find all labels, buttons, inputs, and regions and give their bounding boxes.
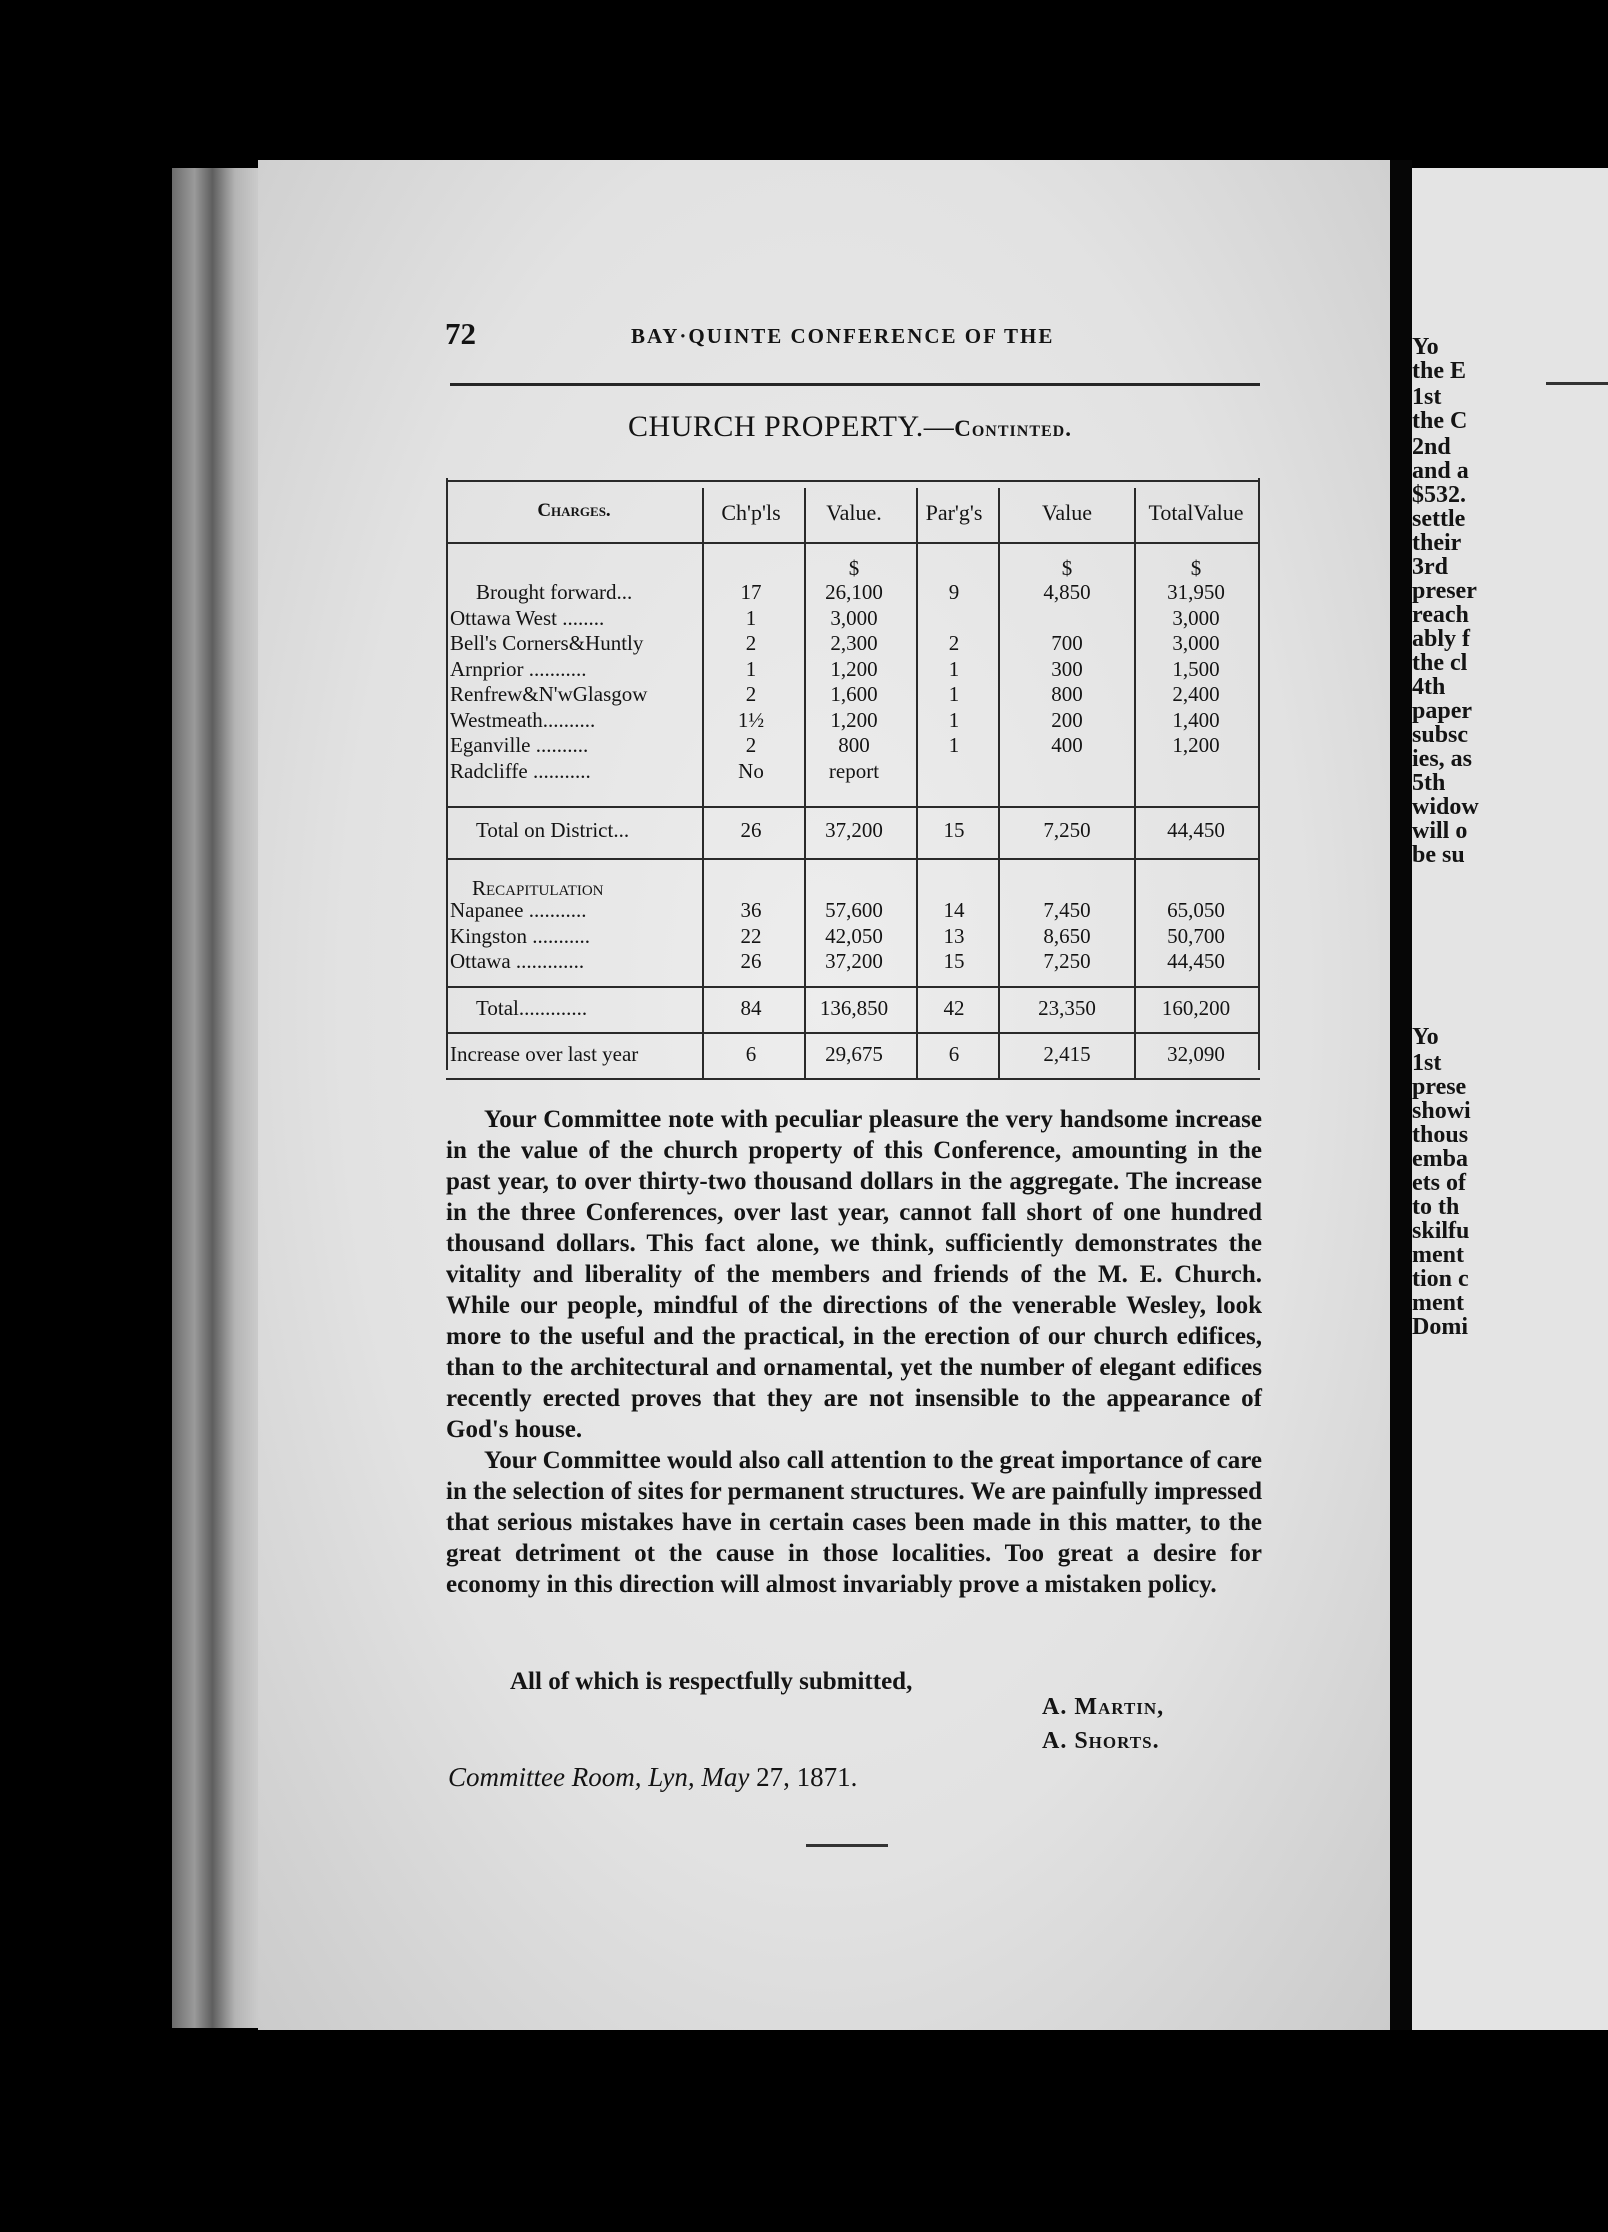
facing-page-text: be su xyxy=(1412,842,1465,868)
table-cell: 8,650 xyxy=(1043,923,1091,948)
currency-sign: $ xyxy=(1190,556,1202,580)
facing-page-text: widow xyxy=(1412,794,1479,820)
table-cell: 42 xyxy=(943,996,965,1020)
row-label: Ottawa West ........ xyxy=(450,605,605,630)
table-cell: 136,850 xyxy=(819,996,889,1020)
row-label: Radcliffe ........... xyxy=(450,758,591,783)
facing-page-rule xyxy=(1546,382,1608,385)
table-cell: 800 xyxy=(838,733,870,757)
facing-page-text: showi xyxy=(1412,1098,1471,1124)
table-cell: No xyxy=(738,758,764,783)
table-cell: 1 xyxy=(745,656,757,681)
table-cell: 300 xyxy=(1051,656,1083,681)
table-cell: 13 xyxy=(943,923,965,948)
table-cell: 2,300 xyxy=(830,631,878,655)
row-label: Westmeath.......... xyxy=(450,707,596,732)
column-header: Par'g's xyxy=(925,500,983,525)
facing-page-text: thous xyxy=(1412,1122,1469,1148)
column-header: Charges. xyxy=(537,500,611,521)
column-header: TotalValue xyxy=(1148,500,1244,525)
row-label: Brought forward... xyxy=(476,580,633,604)
table-cell: 1 xyxy=(948,733,960,757)
row-label: Total on District... xyxy=(476,818,630,842)
facing-page-text: 1st xyxy=(1412,1050,1442,1076)
table-cell: 36 xyxy=(740,898,762,922)
committee-report-body xyxy=(446,1104,1262,1600)
total-rule xyxy=(446,1032,1260,1034)
facing-page-text: prese xyxy=(1412,1074,1467,1100)
table-cell: 1½ xyxy=(737,707,765,732)
signature: A. Shorts. xyxy=(1042,1728,1160,1754)
table-cell: 6 xyxy=(948,1042,960,1066)
table-column-rule xyxy=(998,488,1000,1080)
facing-page-text: the C xyxy=(1412,408,1468,434)
running-head xyxy=(445,316,1275,360)
facing-page-text: 4th xyxy=(1412,674,1446,700)
section-title-main: CHURCH PROPERTY.— xyxy=(628,410,955,443)
subtotal-rule xyxy=(446,806,1260,808)
table-cell: 2,400 xyxy=(1172,682,1220,706)
table-column-rule xyxy=(1258,478,1260,1070)
currency-sign: $ xyxy=(1061,556,1073,580)
table-cell: 15 xyxy=(943,818,965,842)
recap-heading: Recapitulation xyxy=(472,876,604,900)
table-cell: 14 xyxy=(943,898,965,922)
paragraph: Your Committee would also call attention to the great importance of care in the selection of sites for permanent structures. We are painfully impressed that serious mistakes have in certain cases been made in this matter, to the great detriment ot the cause in those localities. Too great a desire for economy in this direction will almost invariably prove a mistaken policy. xyxy=(446,1447,1262,1598)
facing-page xyxy=(1412,168,1608,2030)
column-header: Ch'p'ls xyxy=(721,500,781,525)
subtotal-rule xyxy=(446,858,1260,860)
facing-page-text: ment xyxy=(1412,1242,1464,1268)
facing-page-text: and a xyxy=(1412,458,1469,484)
place-and-date xyxy=(448,1762,857,1793)
row-label: Total............. xyxy=(476,996,588,1020)
header-rule xyxy=(450,383,1260,386)
table-cell: 1,200 xyxy=(1172,733,1220,757)
table-cell: 1 xyxy=(948,656,960,681)
table-column-rule xyxy=(702,488,704,1080)
table-cell: 84 xyxy=(740,996,762,1020)
facing-page-text: preser xyxy=(1412,578,1477,604)
table-cell: 50,700 xyxy=(1167,923,1225,948)
table-cell: 1,600 xyxy=(830,682,878,706)
table-cell: 37,200 xyxy=(825,818,883,842)
row-label: Bell's Corners&Huntly xyxy=(450,631,644,655)
page-number: 72 xyxy=(445,316,476,351)
table-cell: report xyxy=(828,758,880,783)
table-column-rule xyxy=(916,488,918,1080)
table-cell: 29,675 xyxy=(825,1042,883,1066)
table-cell: 700 xyxy=(1051,631,1083,655)
table-cell: 37,200 xyxy=(825,949,883,973)
section-title-continued: Continted. xyxy=(954,416,1072,441)
table-cell: 200 xyxy=(1051,707,1083,732)
facing-page-text: to th xyxy=(1412,1194,1460,1220)
table-cell: 160,200 xyxy=(1161,996,1231,1020)
table-cell: 1,200 xyxy=(830,707,878,732)
date-text: 27, 1871. xyxy=(756,1762,858,1792)
table-cell: 65,050 xyxy=(1167,898,1225,922)
row-label: Increase over last year xyxy=(450,1042,639,1066)
table-cell: 400 xyxy=(1051,733,1083,757)
facing-page-text: reach xyxy=(1412,602,1469,628)
table-cell: 4,850 xyxy=(1043,580,1091,604)
paragraph: Your Committee note with peculiar pleasure the very handsome increase in the value of the church property of this Conference, amounting in the past year, to over thirty-two thousand dollars in the aggregate. The increase in the three Conferences, over last year, cannot fall short of one hundred thousand dollars. This fact alone, we think, sufficiently demonstrates the vitality and liberality of the members and friends of the M. E. Church. While our people, mindful of the directions of the venerable Wesley, look more to the useful and the practical, in the erection of our church edifices, than to the architectural and ornamental, yet the number of elegant edifices recently erected proves that they are not insensible to the appearance of God's house. xyxy=(446,1106,1262,1443)
facing-page-text: ably f xyxy=(1412,626,1471,652)
table-cell: 23,350 xyxy=(1038,996,1096,1020)
currency-sign: $ xyxy=(848,556,860,580)
table-bottom-rule xyxy=(446,1078,1260,1080)
facing-page-text: subsc xyxy=(1412,722,1469,748)
table-column-rule xyxy=(446,478,448,1070)
facing-page-text: Domi xyxy=(1412,1314,1468,1340)
facing-page-text: settle xyxy=(1412,506,1466,532)
table-cell: 1,200 xyxy=(830,656,878,681)
column-header: Value. xyxy=(826,500,882,525)
church-property-table xyxy=(446,478,1260,1078)
table-cell: 17 xyxy=(740,580,762,604)
table-cell: 1 xyxy=(745,605,757,630)
facing-page-text: 3rd xyxy=(1412,554,1448,580)
table-cell: 7,250 xyxy=(1043,818,1091,842)
row-label: Napanee ........... xyxy=(450,898,587,922)
table-cell: 6 xyxy=(745,1042,757,1066)
table-cell: 57,600 xyxy=(825,898,883,922)
page-gutter xyxy=(1390,160,1412,2030)
running-title: BAY·QUINTE CONFERENCE OF THE xyxy=(631,324,1055,348)
row-label: Eganville .......... xyxy=(450,733,589,757)
table-cell: 2,415 xyxy=(1043,1042,1091,1066)
table-cell: 3,000 xyxy=(830,605,878,630)
table-cell: 1,500 xyxy=(1172,656,1220,681)
facing-page-text: Yo xyxy=(1412,334,1439,360)
column-header: Value xyxy=(1041,500,1093,525)
facing-page-text: $532. xyxy=(1412,482,1466,508)
row-label: Ottawa ............. xyxy=(450,949,585,973)
table-cell: 1,400 xyxy=(1172,707,1220,732)
facing-page-text: paper xyxy=(1412,698,1472,724)
signature: A. Martin, xyxy=(1042,1694,1165,1720)
table-cell: 26,100 xyxy=(825,580,883,604)
table-cell: 2 xyxy=(745,631,757,655)
table-cell: 2 xyxy=(948,631,960,655)
row-label: Arnprior ........... xyxy=(450,656,587,681)
table-cell: 32,090 xyxy=(1167,1042,1225,1066)
row-label: Kingston ........... xyxy=(450,923,591,948)
table-cell: 26 xyxy=(740,818,762,842)
facing-page-text: Yo xyxy=(1412,1024,1439,1050)
facing-page-text: ment xyxy=(1412,1290,1464,1316)
facing-page-text: ets of xyxy=(1412,1170,1466,1196)
table-cell: 1 xyxy=(948,707,960,732)
table-cell: 2 xyxy=(745,682,757,706)
table-cell: 31,950 xyxy=(1167,580,1225,604)
facing-page-text: will o xyxy=(1412,818,1468,844)
table-cell: 22 xyxy=(740,923,762,948)
table-cell: 3,000 xyxy=(1172,631,1220,655)
facing-page-text: their xyxy=(1412,530,1462,556)
row-label: Renfrew&N'wGlasgow xyxy=(450,682,648,706)
facing-page-text: the E xyxy=(1412,358,1466,384)
table-cell: 7,250 xyxy=(1043,949,1091,973)
facing-page-text: the cl xyxy=(1412,650,1468,676)
table-cell: 3,000 xyxy=(1172,605,1220,630)
place-text: Committee Room, Lyn, May xyxy=(448,1762,757,1792)
table-cell: 9 xyxy=(948,580,960,604)
closing-line: All of which is respectfully submitted, xyxy=(510,1668,913,1695)
table-cell: 800 xyxy=(1051,682,1083,706)
facing-page-text: 5th xyxy=(1412,770,1446,796)
end-rule xyxy=(806,1844,888,1847)
table-cell: 15 xyxy=(943,949,965,973)
facing-page-text: emba xyxy=(1412,1146,1468,1172)
facing-page-text: 2nd xyxy=(1412,434,1451,460)
table-cell: 2 xyxy=(745,733,757,757)
section-title xyxy=(440,410,1260,444)
total-rule xyxy=(446,986,1260,988)
table-cell: 42,050 xyxy=(825,923,883,948)
table-cell: 1 xyxy=(948,682,960,706)
facing-page-text: 1st xyxy=(1412,384,1442,410)
table-cell: 26 xyxy=(740,949,762,973)
table-cell: 44,450 xyxy=(1167,949,1225,973)
header-rule xyxy=(446,542,1260,544)
table-top-rule xyxy=(446,480,1260,482)
facing-page-text: tion c xyxy=(1412,1266,1469,1292)
facing-page-text: ies, as xyxy=(1412,746,1472,772)
table-cell: 7,450 xyxy=(1043,898,1091,922)
facing-page-text: skilfu xyxy=(1412,1218,1470,1244)
book-binding xyxy=(172,168,262,2028)
table-cell: 44,450 xyxy=(1167,818,1225,842)
